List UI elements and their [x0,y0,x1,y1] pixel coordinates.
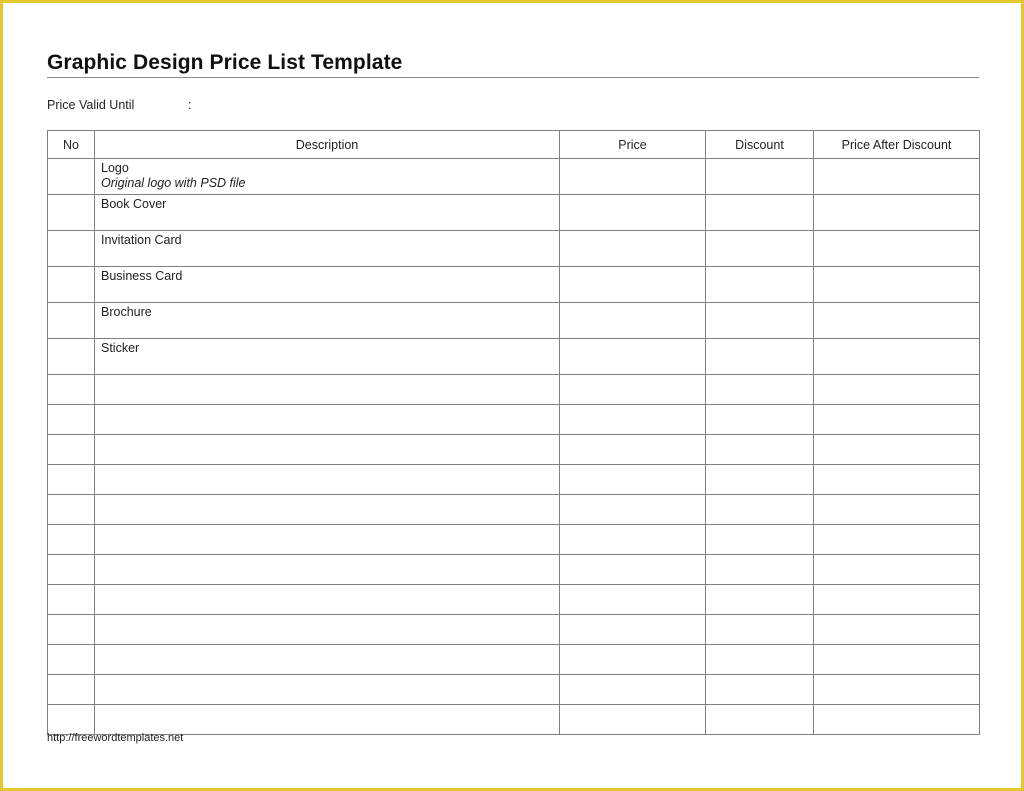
cell-description[interactable] [95,195,560,231]
header-description: Description [95,131,560,159]
table-row [48,495,980,525]
cell-discount[interactable] [706,525,814,555]
cell-discount[interactable] [706,675,814,705]
cell-price-after-discount[interactable] [814,495,980,525]
cell-price[interactable] [560,159,706,195]
cell-price[interactable] [560,705,706,735]
table-row [48,375,980,405]
cell-price-after-discount[interactable] [814,195,980,231]
cell-price[interactable] [560,435,706,465]
item-description: Logo [101,161,129,175]
table-row [48,645,980,675]
cell-no[interactable] [48,405,95,435]
cell-no[interactable] [48,555,95,585]
table-row [48,615,980,645]
cell-discount[interactable] [706,615,814,645]
cell-discount[interactable] [706,303,814,339]
cell-price[interactable] [560,525,706,555]
table-row [48,465,980,495]
cell-discount[interactable] [706,195,814,231]
cell-price-after-discount[interactable] [814,405,980,435]
cell-price-after-discount[interactable] [814,231,980,267]
cell-no[interactable] [48,615,95,645]
cell-discount[interactable] [706,585,814,615]
cell-no[interactable] [48,303,95,339]
price-table [47,130,980,735]
table-row [48,705,980,735]
cell-price-after-discount[interactable] [814,339,980,375]
cell-description[interactable] [95,675,560,705]
header-no: No [48,131,95,159]
cell-no[interactable] [48,375,95,405]
cell-no[interactable] [48,585,95,615]
header-price-after-discount: Price After Discount [814,131,980,159]
cell-description[interactable] [95,495,560,525]
table-row [48,339,980,375]
header-price: Price [560,131,706,159]
cell-discount[interactable] [706,705,814,735]
header-discount: Discount [706,131,814,159]
cell-description[interactable] [95,525,560,555]
cell-no[interactable] [48,159,95,195]
table-row [48,159,980,195]
cell-description[interactable] [95,615,560,645]
table-row [48,231,980,267]
cell-price-after-discount[interactable] [814,159,980,195]
footer-url: http://freewordtemplates.net [47,732,184,744]
cell-price-after-discount[interactable] [814,705,980,735]
cell-price[interactable] [560,645,706,675]
cell-price[interactable] [560,231,706,267]
cell-price-after-discount[interactable] [814,675,980,705]
cell-price[interactable] [560,405,706,435]
cell-price-after-discount[interactable] [814,555,980,585]
cell-description[interactable] [95,267,560,303]
cell-discount[interactable] [706,375,814,405]
cell-description[interactable] [95,645,560,675]
cell-discount[interactable] [706,465,814,495]
cell-discount[interactable] [706,267,814,303]
cell-price[interactable] [560,585,706,615]
price-valid-label: Price Valid Until [47,98,135,112]
cell-no[interactable] [48,339,95,375]
cell-price[interactable] [560,375,706,405]
cell-discount[interactable] [706,405,814,435]
cell-price[interactable] [560,495,706,525]
cell-discount[interactable] [706,555,814,585]
cell-description[interactable] [95,555,560,585]
item-description: Business Card [101,269,183,283]
table-row [48,555,980,585]
item-description: Sticker [101,341,140,355]
cell-description[interactable] [95,435,560,465]
cell-price-after-discount[interactable] [814,615,980,645]
cell-description[interactable] [95,375,560,405]
cell-no[interactable] [48,435,95,465]
cell-price[interactable] [560,675,706,705]
cell-price-after-discount[interactable] [814,303,980,339]
cell-description[interactable] [95,231,560,267]
cell-description[interactable] [95,405,560,435]
item-note: Original logo with PSD file [101,176,246,190]
cell-discount[interactable] [706,159,814,195]
cell-description[interactable] [95,585,560,615]
cell-price[interactable] [560,465,706,495]
page-title: Graphic Design Price List Template [47,51,403,74]
table-row [48,405,980,435]
table-header-row [48,131,980,159]
price-valid-separator: : [188,98,192,112]
cell-no[interactable] [48,465,95,495]
cell-description[interactable] [95,159,560,195]
cell-discount[interactable] [706,435,814,465]
cell-price[interactable] [560,303,706,339]
table-row [48,303,980,339]
cell-no[interactable] [48,525,95,555]
item-description: Invitation Card [101,233,182,247]
item-description: Book Cover [101,197,167,211]
cell-no[interactable] [48,705,95,735]
cell-no[interactable] [48,267,95,303]
table-row [48,267,980,303]
cell-description[interactable] [95,303,560,339]
cell-price[interactable] [560,339,706,375]
cell-price[interactable] [560,267,706,303]
title-divider [47,77,979,78]
cell-price-after-discount[interactable] [814,267,980,303]
cell-price-after-discount[interactable] [814,375,980,405]
cell-discount[interactable] [706,495,814,525]
cell-description[interactable] [95,705,560,735]
cell-no[interactable] [48,675,95,705]
cell-price[interactable] [560,555,706,585]
cell-discount[interactable] [706,231,814,267]
cell-description[interactable] [95,465,560,495]
cell-no[interactable] [48,195,95,231]
cell-no[interactable] [48,231,95,267]
cell-no[interactable] [48,495,95,525]
cell-price-after-discount[interactable] [814,465,980,495]
cell-price-after-discount[interactable] [814,435,980,465]
cell-discount[interactable] [706,339,814,375]
item-description: Brochure [101,305,152,319]
cell-no[interactable] [48,645,95,675]
cell-price-after-discount[interactable] [814,585,980,615]
cell-price[interactable] [560,195,706,231]
cell-description[interactable] [95,339,560,375]
table-row [48,525,980,555]
table-row [48,675,980,705]
price-valid-row [47,98,192,112]
table-row [48,585,980,615]
table-row [48,435,980,465]
cell-price-after-discount[interactable] [814,525,980,555]
cell-price[interactable] [560,615,706,645]
cell-discount[interactable] [706,645,814,675]
cell-price-after-discount[interactable] [814,645,980,675]
table-row [48,195,980,231]
